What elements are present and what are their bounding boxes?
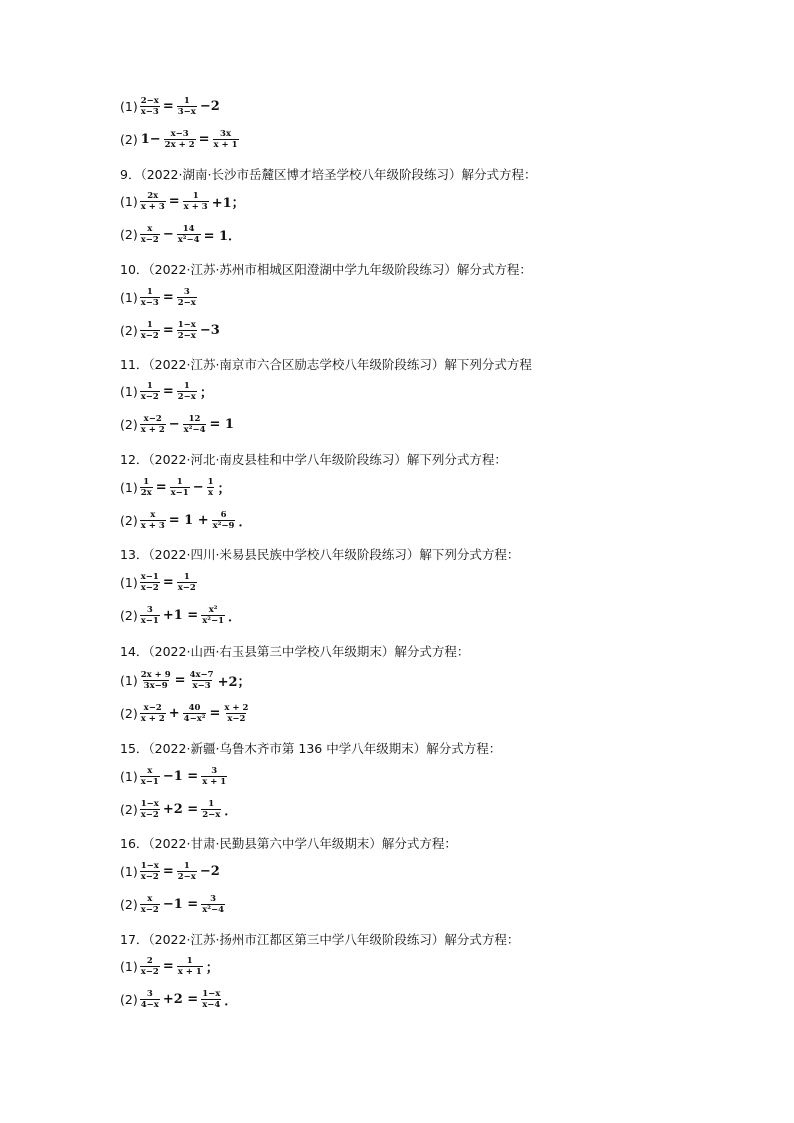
- operator: =: [168, 194, 180, 209]
- denominator: 2−x: [177, 298, 196, 308]
- fraction: [140, 799, 160, 820]
- numerator: 14: [182, 224, 195, 234]
- numerator: 2x + 9: [140, 670, 171, 680]
- equation-line: [120, 799, 239, 820]
- denominator: x−4: [202, 1000, 221, 1010]
- part-label: (2): [120, 513, 138, 528]
- fraction: [177, 572, 197, 593]
- numerator: x: [150, 510, 156, 520]
- part-label: (2): [120, 417, 138, 432]
- numerator: 1−x: [177, 320, 196, 330]
- numerator: 2: [146, 956, 153, 966]
- equation-line: [120, 703, 250, 724]
- denominator: x−2: [140, 810, 159, 820]
- denominator: x + 1: [202, 777, 227, 787]
- denominator: x−3: [140, 298, 159, 308]
- problem-header: 14．（2022·山西·右玉县第三中学校八年级期末）解分式方程：: [120, 644, 470, 659]
- operator: 1−: [140, 132, 161, 147]
- fraction: [140, 287, 160, 308]
- fraction: [140, 894, 160, 915]
- numerator: 12: [188, 414, 201, 424]
- operator: ；: [205, 961, 219, 976]
- operator: +2 =: [162, 992, 199, 1007]
- fraction: [183, 414, 207, 435]
- operator: ．: [238, 515, 252, 530]
- denominator: x−2: [177, 583, 196, 593]
- equation-line: [120, 861, 222, 882]
- equation-line: [120, 989, 239, 1010]
- fraction: [164, 129, 196, 150]
- problem-header: 16．（2022·甘肃·民勤县第六中学八年级期末）解分式方程：: [120, 836, 457, 851]
- operator: = 1．: [203, 229, 242, 244]
- denominator: x−2: [140, 905, 159, 915]
- fraction: [140, 477, 153, 498]
- operator: ；: [217, 482, 231, 497]
- equation-line: [120, 224, 243, 245]
- fraction: [140, 510, 166, 531]
- part-label: (2): [120, 706, 138, 721]
- numerator: 1−x: [202, 989, 221, 999]
- equation-line: [120, 510, 253, 531]
- denominator: x−2: [140, 331, 159, 341]
- part-label: (1): [120, 959, 138, 974]
- fraction: [140, 414, 166, 435]
- denominator: 2x + 2: [164, 140, 195, 150]
- denominator: x−2: [140, 392, 159, 402]
- fraction: [177, 320, 197, 341]
- equation-line: [120, 572, 198, 593]
- numerator: 3x: [220, 129, 232, 139]
- equation-line: [120, 129, 240, 150]
- equation-line: [120, 96, 222, 117]
- numerator: 1−x: [140, 799, 159, 809]
- numerator: 3: [211, 766, 218, 776]
- part-label: (1): [120, 864, 138, 879]
- operator: =: [162, 323, 174, 338]
- problem-header: 17．（2022·江苏·扬州市江都区第三中学八年级阶段练习）解分式方程：: [120, 932, 520, 947]
- denominator: x−1: [140, 777, 159, 787]
- part-label: (2): [120, 897, 138, 912]
- numerator: 4x−7: [189, 670, 214, 680]
- fraction: [140, 381, 160, 402]
- numerator: 3: [210, 894, 217, 904]
- fraction: [140, 572, 160, 593]
- fraction: [140, 989, 160, 1010]
- numerator: 2−x: [140, 96, 159, 106]
- denominator: 2−x: [177, 392, 196, 402]
- problem-header: 11．（2022·江苏·南京市六合区励志学校八年级阶段练习）解下列分式方程: [120, 357, 532, 372]
- denominator: x + 3: [140, 202, 165, 212]
- part-label: (1): [120, 673, 138, 688]
- fraction: [140, 605, 160, 626]
- equation-line: [120, 414, 236, 435]
- part-label: (1): [120, 290, 138, 305]
- part-label: (1): [120, 194, 138, 209]
- operator: =: [162, 575, 174, 590]
- fraction: [140, 191, 166, 212]
- denominator: x−2: [140, 967, 159, 977]
- equation-line: [120, 894, 226, 915]
- problem-header: 10．（2022·江苏·苏州市相城区阳澄湖中学九年级阶段练习）解分式方程：: [120, 262, 532, 277]
- numerator: x: [147, 766, 153, 776]
- denominator: 4−x: [140, 1000, 159, 1010]
- fraction: [212, 510, 236, 531]
- denominator: x²−4: [183, 425, 206, 435]
- operator: −: [168, 417, 180, 432]
- numerator: x−1: [140, 572, 159, 582]
- denominator: x + 2: [140, 714, 165, 724]
- equation-line: [120, 381, 215, 402]
- numerator: 1: [183, 572, 190, 582]
- fraction: [177, 96, 197, 117]
- operator: = 1: [209, 417, 234, 432]
- equation-line: [120, 320, 222, 341]
- problem-header: 15．（2022·新疆·乌鲁木齐市第 136 中学八年级期末）解分式方程：: [120, 741, 502, 756]
- denominator: x−2: [140, 872, 159, 882]
- denominator: x + 1: [213, 140, 238, 150]
- fraction: [201, 989, 221, 1010]
- fraction: [177, 381, 197, 402]
- part-label: (2): [120, 132, 138, 147]
- fraction: [140, 956, 160, 977]
- part-label: (1): [120, 480, 138, 495]
- fraction: [201, 766, 227, 787]
- numerator: x: [147, 224, 153, 234]
- part-label: (2): [120, 992, 138, 1007]
- operator: −: [162, 227, 174, 242]
- fraction: [140, 703, 166, 724]
- part-label: (1): [120, 575, 138, 590]
- numerator: x−2: [143, 703, 162, 713]
- operator: +2；: [217, 675, 251, 690]
- denominator: x−3: [140, 107, 159, 117]
- operator: +2 =: [162, 802, 199, 817]
- denominator: x + 1: [177, 967, 202, 977]
- numerator: 1: [143, 477, 150, 487]
- denominator: x−2: [140, 235, 159, 245]
- fraction: [189, 670, 215, 691]
- numerator: x + 2: [224, 703, 249, 713]
- part-label: (1): [120, 99, 138, 114]
- denominator: x²−1: [202, 616, 225, 626]
- numerator: x: [147, 894, 153, 904]
- equation-line: [120, 605, 243, 626]
- denominator: 3x−9: [143, 681, 168, 691]
- equation-line: [120, 477, 233, 498]
- numerator: 1: [146, 381, 153, 391]
- denominator: 2x: [140, 488, 152, 498]
- fraction: [201, 894, 225, 915]
- numerator: 1: [186, 956, 193, 966]
- fraction: [170, 477, 190, 498]
- equation-line: [120, 670, 253, 691]
- numerator: 3: [146, 989, 153, 999]
- numerator: 1−x: [140, 861, 159, 871]
- denominator: 2−x: [177, 872, 196, 882]
- equation-line: [120, 191, 247, 212]
- operator: =: [198, 132, 210, 147]
- fraction: [140, 224, 160, 245]
- fraction: [140, 96, 160, 117]
- fraction: [140, 670, 172, 691]
- denominator: x + 3: [140, 521, 165, 531]
- numerator: 1: [183, 861, 190, 871]
- denominator: x²−4: [177, 235, 200, 245]
- operator: −2: [199, 864, 220, 879]
- operator: = 1 +: [168, 513, 209, 528]
- numerator: x−2: [143, 414, 162, 424]
- denominator: x−3: [192, 681, 211, 691]
- fraction: [140, 766, 160, 787]
- denominator: 2−x: [202, 810, 221, 820]
- numerator: 1: [207, 477, 214, 487]
- numerator: 40: [188, 703, 201, 713]
- operator: ；: [199, 386, 213, 401]
- fraction: [177, 861, 197, 882]
- fraction: [201, 799, 221, 820]
- part-label: (1): [120, 769, 138, 784]
- operator: =: [174, 673, 186, 688]
- operator: =: [162, 864, 174, 879]
- operator: ．: [224, 804, 238, 819]
- denominator: 2−x: [177, 331, 196, 341]
- denominator: x²−4: [202, 905, 225, 915]
- equation-line: [120, 766, 228, 787]
- fraction: [140, 320, 160, 341]
- denominator: 3−x: [177, 107, 196, 117]
- operator: +1；: [211, 196, 245, 211]
- operator: ．: [228, 610, 242, 625]
- numerator: 2x: [147, 191, 159, 201]
- numerator: 1: [146, 287, 153, 297]
- operator: =: [162, 959, 174, 974]
- numerator: x−3: [170, 129, 189, 139]
- fraction: [207, 477, 215, 498]
- fraction: [183, 703, 207, 724]
- fraction: [177, 287, 197, 308]
- operator: =: [155, 480, 167, 495]
- denominator: x−1: [140, 616, 159, 626]
- operator: =: [162, 99, 174, 114]
- operator: +: [168, 706, 180, 721]
- operator: −2: [199, 99, 220, 114]
- numerator: 3: [183, 287, 190, 297]
- part-label: (1): [120, 384, 138, 399]
- denominator: x−2: [227, 714, 246, 724]
- operator: ．: [224, 994, 238, 1009]
- denominator: x²−9: [212, 521, 235, 531]
- part-label: (2): [120, 227, 138, 242]
- denominator: x: [208, 488, 214, 498]
- fraction: [201, 605, 225, 626]
- part-label: (2): [120, 802, 138, 817]
- equation-line: [120, 287, 198, 308]
- problem-header: 12．（2022·河北·南皮县桂和中学八年级阶段练习）解下列分式方程：: [120, 452, 507, 467]
- numerator: 1: [176, 477, 183, 487]
- numerator: x²: [208, 605, 218, 615]
- fraction: [177, 224, 201, 245]
- fraction: [177, 956, 203, 977]
- numerator: 1: [183, 96, 190, 106]
- part-label: (2): [120, 608, 138, 623]
- fraction: [140, 861, 160, 882]
- denominator: 4−x²: [183, 714, 206, 724]
- operator: =: [162, 290, 174, 305]
- numerator: 3: [146, 605, 153, 615]
- numerator: 1: [192, 191, 199, 201]
- operator: −1 =: [162, 897, 199, 912]
- denominator: x−2: [140, 583, 159, 593]
- fraction: [223, 703, 249, 724]
- denominator: x + 2: [140, 425, 165, 435]
- numerator: 1: [208, 799, 215, 809]
- fraction: [183, 191, 209, 212]
- operator: −1 =: [162, 769, 199, 784]
- numerator: 6: [220, 510, 227, 520]
- operator: =: [209, 706, 221, 721]
- operator: −: [192, 480, 204, 495]
- fraction: [213, 129, 239, 150]
- problem-header: 13．（2022·四川·米易县民族中学校八年级阶段练习）解下列分式方程：: [120, 547, 520, 562]
- numerator: 1: [183, 381, 190, 391]
- denominator: x + 3: [183, 202, 208, 212]
- numerator: 1: [146, 320, 153, 330]
- problem-header: 9．（2022·湖南·长沙市岳麓区博才培圣学校八年级阶段练习）解分式方程：: [120, 167, 537, 182]
- operator: +1 =: [162, 608, 199, 623]
- part-label: (2): [120, 323, 138, 338]
- equation-line: [120, 956, 221, 977]
- operator: =: [162, 384, 174, 399]
- operator: −3: [199, 323, 220, 338]
- denominator: x−1: [170, 488, 189, 498]
